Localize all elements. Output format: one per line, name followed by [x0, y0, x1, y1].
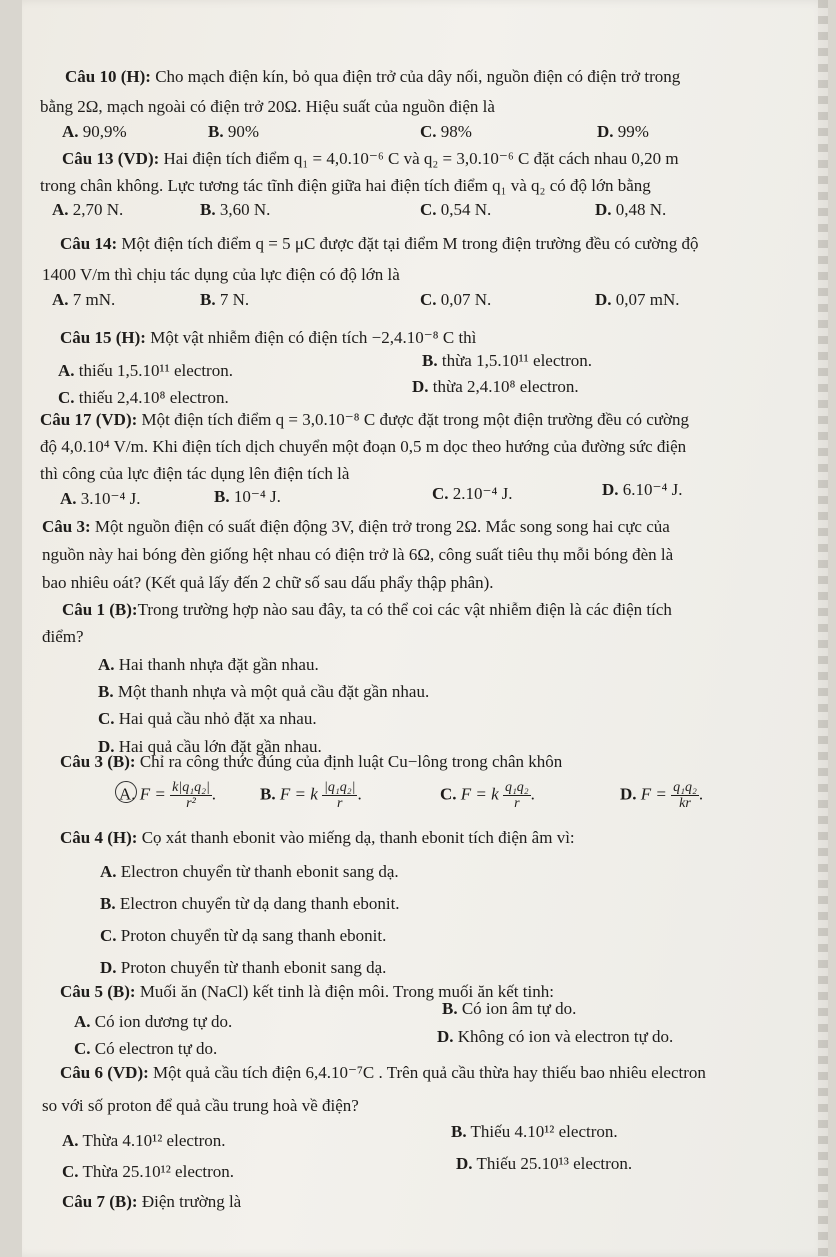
q6-option-a: A. Thừa 4.10¹² electron. — [62, 1131, 226, 1150]
question-number: Câu 13 (VD): — [62, 149, 160, 168]
q1-line-2: điểm? — [42, 627, 84, 646]
q3b-option-d-letter: D. — [620, 784, 637, 804]
question-number: Câu 4 (H): — [60, 828, 138, 847]
option-letter: B. — [214, 487, 230, 506]
option-letter: D. — [595, 200, 612, 219]
q3b-line-1: Câu 3 (B): Chỉ ra công thức đúng của định luật Cu−lông trong chân khôn — [60, 752, 563, 771]
option-letter: B. — [451, 1122, 467, 1141]
q3b-option-a-den: r² — [186, 796, 196, 811]
q10-option-d: D. 99% — [597, 122, 649, 141]
q14-line-1: Câu 14: Một điện tích điểm q = 5 μC được đặt tại điểm M trong điện trường đều có cường độ — [60, 234, 699, 253]
q6-line-1: Câu 6 (VD): Một quả cầu tích điện 6,4.10⁻⁷C . Trên quả cầu thừa hay thiếu bao nhiêu electron — [60, 1063, 706, 1082]
option-letter: D. — [597, 122, 614, 141]
q3b-option-c-den: r — [514, 796, 520, 811]
q5-option-b: B. Có ion âm tự do. — [442, 999, 577, 1018]
q3b-option-b-tail: . — [357, 784, 362, 804]
q3b-option-c — [440, 780, 535, 811]
q15-option-d: D. thừa 2,4.10⁸ electron. — [412, 377, 579, 396]
q3b-option-a-fraction — [170, 780, 212, 811]
q3b-option-a-num: k|q₁q₂| — [172, 780, 210, 795]
option-letter: A. — [74, 1012, 91, 1031]
option-letter: B. — [422, 351, 438, 370]
q1-option-a: A. Hai thanh nhựa đặt gần nhau. — [98, 655, 319, 674]
option-letter: D. — [595, 290, 612, 309]
q3b-option-a-lhs: F = — [139, 784, 166, 804]
option-letter: D. — [437, 1027, 454, 1046]
q6-option-c: C. Thừa 25.10¹² electron. — [62, 1162, 235, 1181]
q13-line-1: Câu 13 (VD): Hai điện tích điểm q₁ = 4,0.10⁻⁶ C và q₂ = 3,0.10⁻⁶ C đặt cách nhau 0,20 m — [62, 149, 679, 168]
option-letter: C. — [432, 484, 449, 503]
q1-line-1: Câu 1 (B):Trong trường hợp nào sau đây, ta có thể coi các vật nhiễm điện là các điện tích — [62, 600, 672, 619]
q3b-option-b-letter: B. — [260, 784, 276, 804]
option-letter: D. — [602, 480, 619, 499]
option-letter: D. — [412, 377, 429, 396]
q14-option-b: B. 7 N. — [200, 290, 250, 309]
q17-option-c: C. 2.10⁻⁴ J. — [432, 484, 513, 503]
q14-option-d: D. 0,07 mN. — [595, 290, 680, 309]
q13-option-c: C. 0,54 N. — [420, 200, 492, 219]
q6-line-2: so với số proton để quả cầu trung hoà về điện? — [42, 1096, 359, 1115]
option-letter: A. — [60, 489, 77, 508]
q3b-option-c-tail: . — [530, 784, 535, 804]
q3b-option-d-fraction — [671, 780, 699, 811]
question-number: Câu 17 (VD): — [40, 410, 138, 429]
q6-option-b: B. Thiếu 4.10¹² electron. — [451, 1122, 618, 1141]
q3b-option-d-num: q₁q₂ — [673, 780, 697, 795]
q1-option-c: C. Hai quả cầu nhỏ đặt xa nhau. — [98, 709, 317, 728]
q4-line-1: Câu 4 (H): Cọ xát thanh ebonit vào miếng dạ, thanh ebonit tích điện âm vì: — [60, 828, 575, 847]
option-letter: C. — [98, 709, 115, 728]
q3b-option-b-lhs: F = k — [279, 784, 318, 804]
option-letter: B. — [200, 290, 216, 309]
q1-option-b: B. Một thanh nhựa và một quả cầu đặt gần nhau. — [98, 682, 430, 701]
option-letter: A. — [52, 290, 69, 309]
option-letter: A. — [98, 655, 115, 674]
q3b-option-d-lhs: F = — [640, 784, 667, 804]
q4-option-a: A. Electron chuyển từ thanh ebonit sang dạ. — [100, 862, 399, 881]
q3b-option-b-num: |q₁q₂| — [324, 780, 356, 795]
q3b-option-a-tail: . — [211, 784, 217, 804]
option-letter: B. — [200, 200, 216, 219]
q7-line-1: Câu 7 (B): Điện trường là — [62, 1192, 242, 1211]
option-letter: D. — [100, 958, 117, 977]
q1-option-d: D. Hai quả cầu lớn đặt gần nhau. — [98, 737, 322, 756]
q5-option-a: A. Có ion dương tự do. — [74, 1012, 233, 1031]
q3b-option-c-lhs: F = k — [460, 784, 499, 804]
q17-line-3: thì công của lực điện tác dụng lên điện tích là — [40, 464, 350, 483]
option-letter: D. — [98, 737, 115, 756]
option-letter: C. — [100, 926, 117, 945]
q3b-option-b-den: r — [336, 796, 343, 811]
q17-line-1: Câu 17 (VD): Một điện tích điểm q = 3,0.10⁻⁸ C được đặt trong một điện trường đều có cường — [40, 410, 689, 429]
q3b-option-d — [620, 780, 703, 811]
q6-option-d: D. Thiếu 25.10¹³ electron. — [456, 1154, 633, 1173]
q4-option-c: C. Proton chuyển từ dạ sang thanh ebonit. — [100, 926, 387, 945]
q15-option-a: A. thiếu 1,5.10¹¹ electron. — [58, 361, 233, 380]
option-letter: A. — [52, 200, 69, 219]
option-letter: C. — [420, 290, 437, 309]
option-letter: B. — [100, 894, 116, 913]
q3b-option-d-den: kr — [679, 796, 691, 811]
page-edge — [818, 0, 828, 1257]
q3b-option-c-fraction — [503, 780, 531, 811]
question-number: Câu 1 (B): — [62, 600, 138, 619]
option-letter: C. — [62, 1162, 79, 1181]
option-letter: A. — [58, 361, 75, 380]
q17-option-b: B. 10⁻⁴ J. — [214, 487, 281, 506]
option-letter: C. — [74, 1039, 91, 1058]
q3-line-2: nguồn này hai bóng đèn giống hệt nhau có điện trở là 6Ω, công suất tiêu thụ mỗi bóng đèn là — [42, 545, 674, 564]
q10-option-c: C. 98% — [420, 122, 472, 141]
question-number: Câu 3 (B): — [60, 752, 136, 771]
q3-line-3: bao nhiêu oát? (Kết quả lấy đến 2 chữ số sau dấu phẩy thập phân). — [42, 573, 494, 592]
q5-option-d: D. Không có ion và electron tự do. — [437, 1027, 674, 1046]
q3b-option-c-num: q₁q₂ — [504, 780, 529, 795]
q17-option-a: A. 3.10⁻⁴ J. — [60, 489, 141, 508]
q3b-option-d-tail: . — [698, 784, 704, 804]
q3b-option-a — [119, 780, 216, 811]
question-number: Câu 14: — [60, 234, 118, 253]
q13-line-2: trong chân không. Lực tương tác tĩnh điện giữa hai điện tích điểm q₁ và q₂ có độ lớn bằng — [40, 176, 651, 195]
question-number: Câu 15 (H): — [60, 328, 146, 347]
question-number: Câu 5 (B): — [60, 982, 136, 1001]
q14-line-2: 1400 V/m thì chịu tác dụng của lực điện có độ lớn là — [42, 265, 400, 284]
q15-line-1: Câu 15 (H): Một vật nhiễm điện có điện tích −2,4.10⁻⁸ C thì — [60, 328, 477, 347]
exam-page — [22, 0, 828, 1257]
q10-option-b: B. 90% — [208, 122, 260, 141]
option-letter: A. — [62, 1131, 79, 1150]
q13-option-a: A. 2,70 N. — [52, 200, 124, 219]
q15-option-b: B. thừa 1,5.10¹¹ electron. — [422, 351, 593, 370]
q13-option-b: B. 3,60 N. — [200, 200, 271, 219]
option-letter: B. — [442, 999, 458, 1018]
question-number: Câu 6 (VD): — [60, 1063, 149, 1082]
q14-option-a: A. 7 mN. — [52, 290, 116, 309]
option-letter: A. — [62, 122, 79, 141]
q10-line-2: bằng 2Ω, mạch ngoài có điện trở 20Ω. Hiệu suất của nguồn điện là — [40, 97, 495, 116]
q10-option-a: A. 90,9% — [62, 122, 127, 141]
option-letter: A. — [100, 862, 117, 881]
option-letter: C. — [58, 388, 75, 407]
q5-line-1: Câu 5 (B): Muối ăn (NaCl) kết tinh là điện môi. Trong muối ăn kết tinh: — [60, 982, 554, 1001]
q3b-option-a-letter: A. — [119, 784, 136, 804]
option-letter: C. — [420, 122, 437, 141]
option-letter: D. — [456, 1154, 473, 1173]
question-number: Câu 10 (H): — [65, 67, 151, 86]
question-number: Câu 3: — [42, 517, 91, 536]
q5-option-c: C. Có electron tự do. — [74, 1039, 218, 1058]
question-number: Câu 7 (B): — [62, 1192, 138, 1211]
q3b-option-c-letter: C. — [440, 784, 457, 804]
q4-option-d: D. Proton chuyển từ thanh ebonit sang dạ. — [100, 958, 387, 977]
q3b-option-b-fraction — [322, 780, 357, 811]
q15-option-c: C. thiếu 2,4.10⁸ electron. — [58, 388, 229, 407]
q10-line-1: Câu 10 (H): Cho mạch điện kín, bỏ qua điện trở của dây nối, nguồn điện có điện trở trong — [65, 67, 681, 86]
q17-line-2: độ 4,0.10⁴ V/m. Khi điện tích dịch chuyển một đoạn 0,5 m dọc theo hướng của đường sức điện — [40, 437, 687, 456]
option-letter: B. — [208, 122, 224, 141]
q17-option-d: D. 6.10⁻⁴ J. — [602, 480, 683, 499]
q14-option-c: C. 0,07 N. — [420, 290, 492, 309]
q3-line-1: Câu 3: Một nguồn điện có suất điện động 3V, điện trở trong 2Ω. Mắc song song hai cực của — [42, 517, 670, 536]
option-letter: B. — [98, 682, 114, 701]
option-letter: C. — [420, 200, 437, 219]
q3b-option-b — [260, 780, 362, 811]
q13-option-d: D. 0,48 N. — [595, 200, 667, 219]
q4-option-b: B. Electron chuyển từ dạ dang thanh ebonit. — [100, 894, 400, 913]
